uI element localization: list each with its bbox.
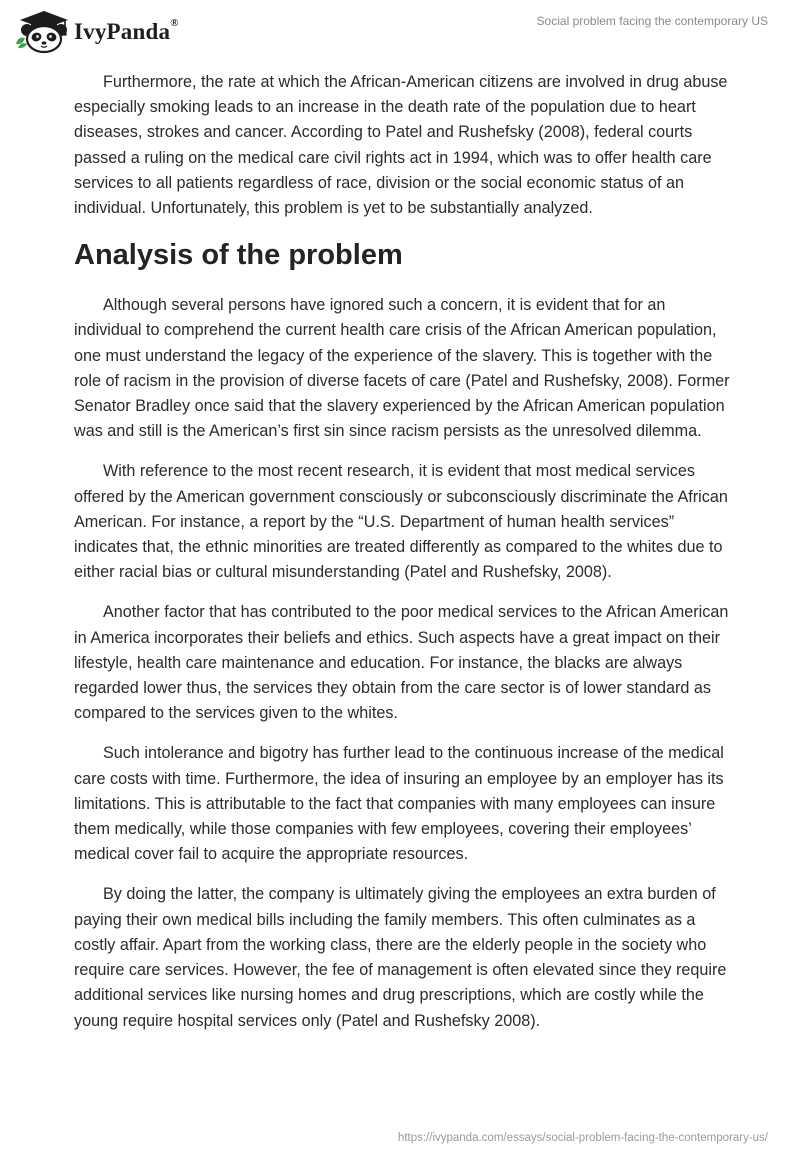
page-header — [0, 0, 800, 64]
document-title: Social problem facing the contemporary US — [536, 14, 768, 28]
paragraph: With reference to the most recent research, it is evident that most medical services offered by the American government consciously or subconsciously discriminate the African American. For instance, a report by the “U.S. Department of human health services” indicates that, the ethnic minorities are treated differently as compared to the whites due to either racial bias or cultural misunderstanding (Patel and Rushefsky, 2008). — [74, 462, 728, 582]
source-url[interactable]: https://ivypanda.com/essays/social-problem-facing-the-contemporary-us/ — [397, 1132, 768, 1144]
section-heading: Analysis of the problem — [74, 239, 403, 272]
paragraph: Another factor that has contributed to the poor medical services to the African American in America incorporates their beliefs and ethics. Such aspects have a great impact on their lifestyle, health care maintenance and education. For instance, the blacks are always regarded lower thus, the services they obtain from the care sector is of lower standard as compared to the services given to the whites. — [74, 603, 729, 723]
logo-text: IvyPanda® — [74, 17, 179, 44]
paragraph: Although several persons have ignored such a concern, it is evident that for an individual to comprehend the current health care crisis of the African American population, one must understand the legacy of the experience of the slavery. This is together with the role of racism in the provision of diverse facets of care (Patel and Rushefsky, 2008). Former Senator Bradley once said that the slavery experienced by the African American population was and still is the American’s first sin since racism persists as the unresolved dilemma. — [74, 296, 730, 441]
logo[interactable] — [14, 8, 179, 54]
essay-body — [74, 70, 732, 1049]
registered-mark: ® — [170, 17, 179, 29]
paragraph: By doing the latter, the company is ultimately giving the employees an extra burden of paying their own medical bills including the family members. This often culminates as a costly affair. Apart from the working class, there are the elderly people in the society who require care services. However, the fee of management is often elevated since they require additional services like nursing homes and drug prescriptions, which are costly while the young require hospital services only (Patel and Rushefsky 2008). — [74, 885, 727, 1030]
paragraph: Such intolerance and bigotry has further lead to the continuous increase of the medical care costs with time. Furthermore, the idea of insuring an employee by an employer has its limitations. This is attributable to the fact that companies with many employees can insure them medically, while those companies with few employees, covering their employees’ medical cover fail to acquire the appropriate resources. — [74, 744, 724, 864]
panda-graduation-cap-icon — [14, 8, 72, 54]
paragraph: Furthermore, the rate at which the African-American citizens are involved in drug abuse especially smoking leads to an increase in the death rate of the population due to heart diseases, strokes and cancer. According to Patel and Rushefsky (2008), federal courts passed a ruling on the medical care civil rights act in 1994, which was to offer health care services to all patients regardless of race, division or the social economic status of an individual. Unfortunately, this problem is yet to be substantially analyzed. — [74, 73, 728, 218]
